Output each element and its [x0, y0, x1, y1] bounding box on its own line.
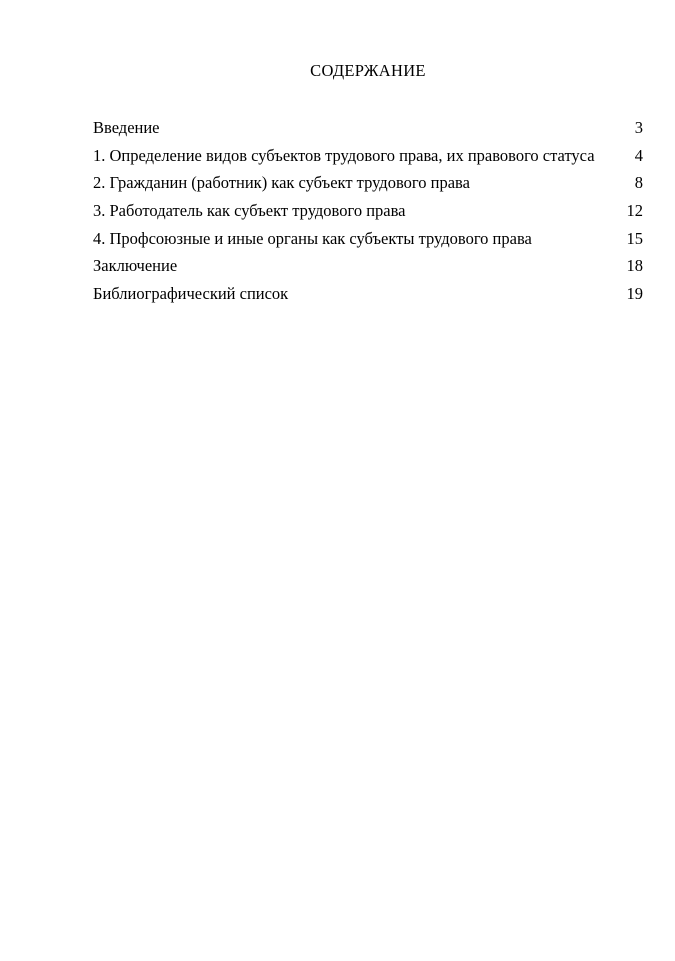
- toc-entry-page-number: 3: [634, 117, 643, 137]
- toc-entry-label: Введение: [93, 117, 160, 137]
- toc-entry-label: 4. Профсоюзные и иные органы как субъекты трудового права: [93, 228, 532, 248]
- toc-entry: [93, 169, 643, 197]
- toc-entry: [93, 280, 643, 308]
- toc-entry-label: 2. Гражданин (работник) как субъект трудового права: [93, 173, 470, 193]
- toc-entry-label: Библиографический список: [93, 283, 289, 303]
- toc-entry-page-number: 4: [634, 145, 643, 165]
- toc-entry: [93, 114, 643, 142]
- toc-entry-label: 1. Определение видов субъектов трудового права, их правового статуса: [93, 145, 595, 165]
- toc-entry-page-number: 15: [626, 228, 643, 248]
- toc-entry-page-number: 18: [626, 256, 643, 276]
- toc-entry: [93, 142, 643, 170]
- toc-entry-page-number: 8: [634, 173, 643, 193]
- toc-entry-page-number: 19: [626, 283, 643, 303]
- toc-entry: [93, 225, 643, 253]
- page-title: СОДЕРЖАНИЕ: [310, 61, 426, 80]
- toc-entry: [93, 252, 643, 280]
- toc-entry-page-number: 12: [626, 200, 643, 220]
- toc-entry: [93, 197, 643, 225]
- table-of-contents: [93, 114, 643, 308]
- toc-entry-label: 3. Работодатель как субъект трудового права: [93, 200, 406, 220]
- toc-entry-label: Заключение: [93, 256, 178, 276]
